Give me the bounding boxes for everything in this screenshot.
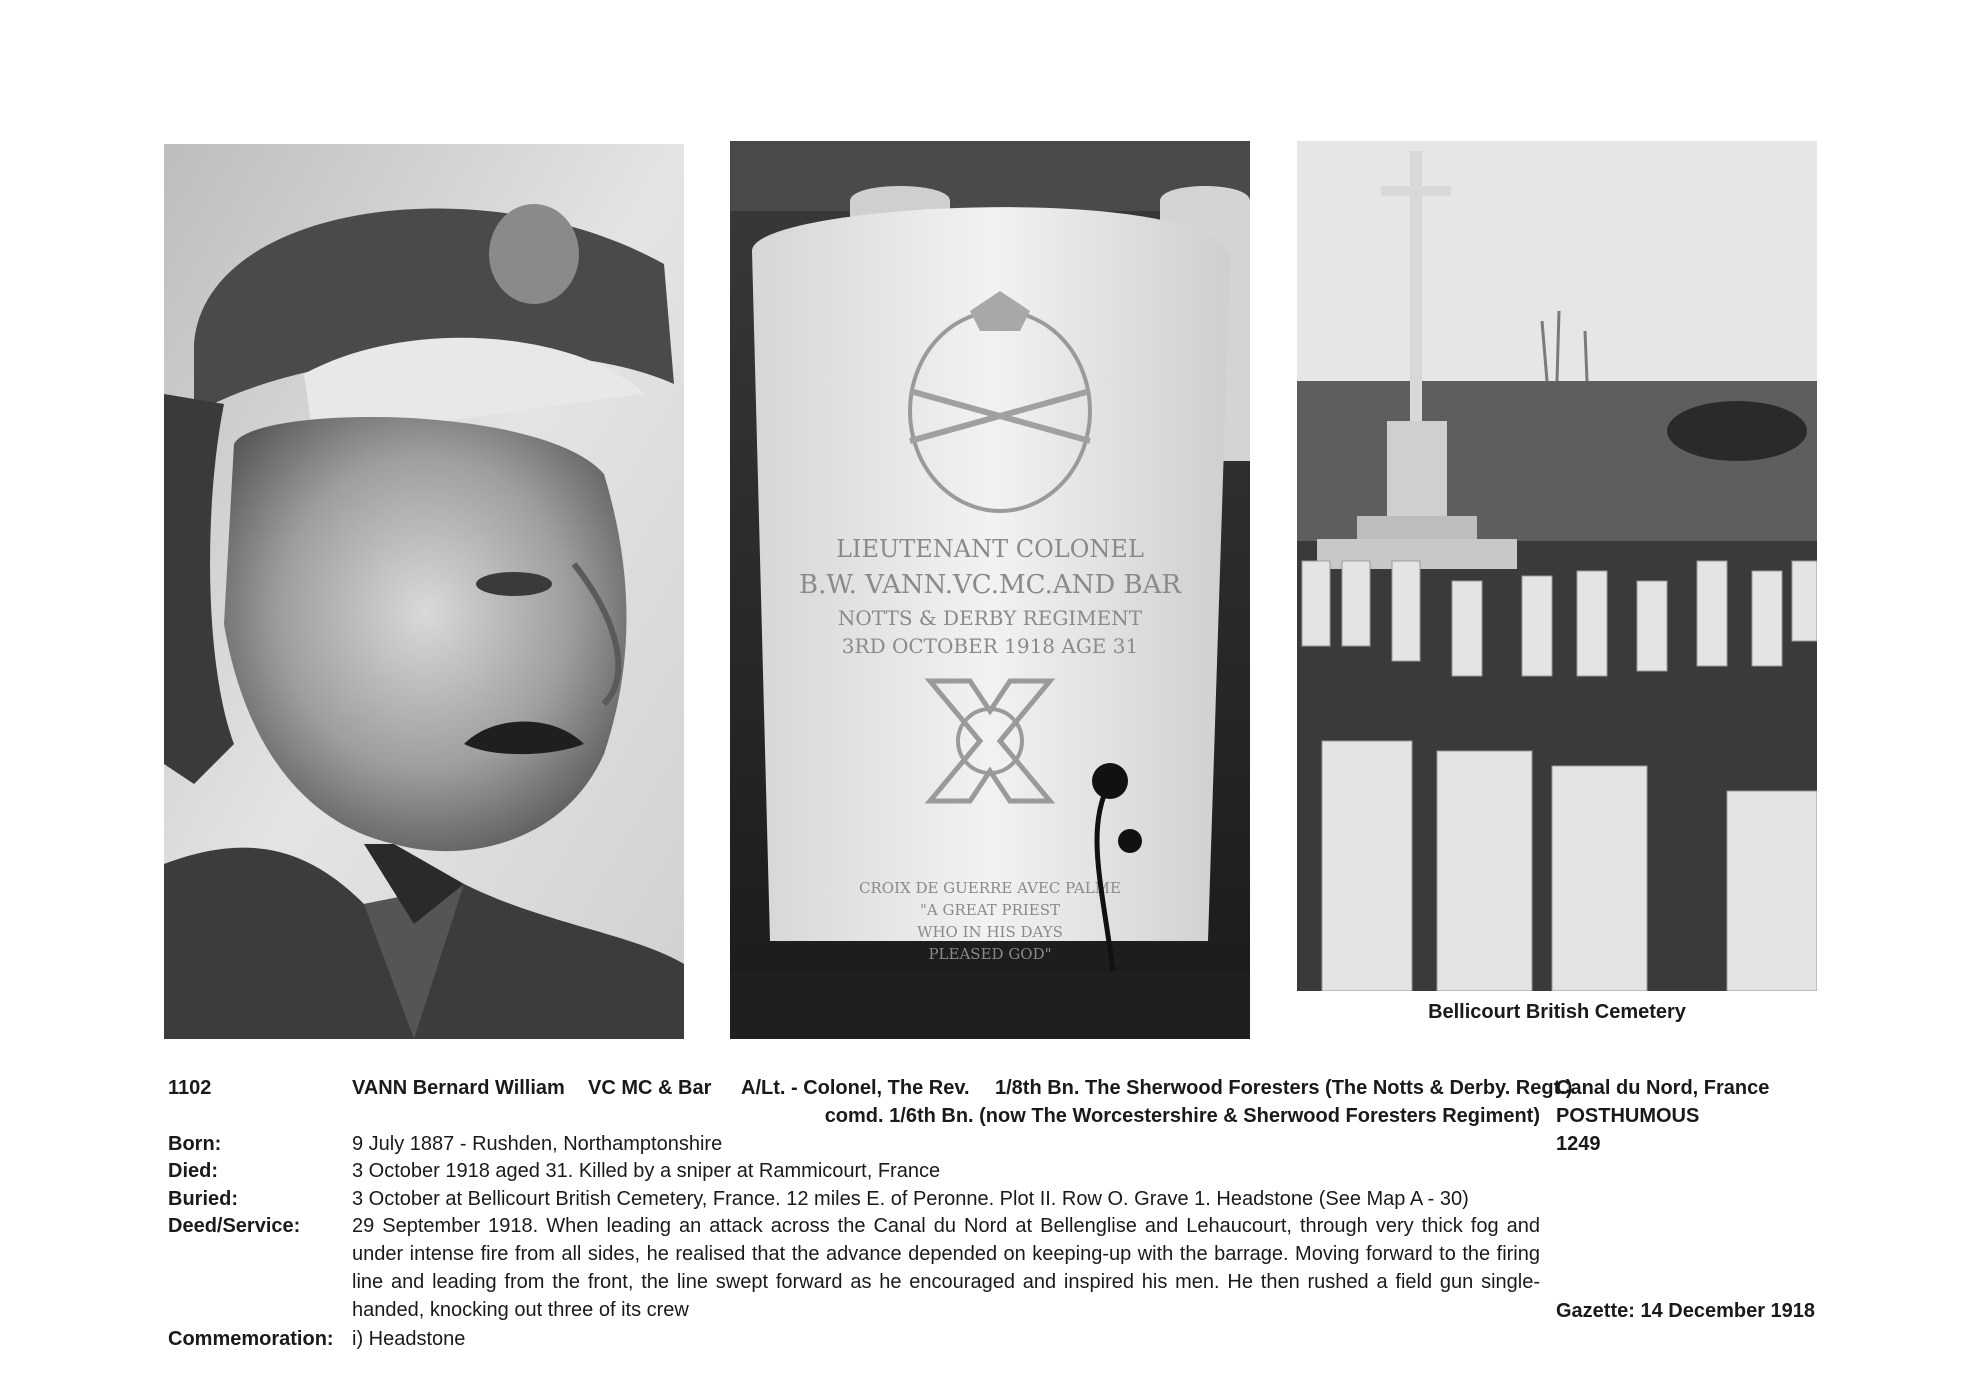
record-rank: A/Lt. - Colonel, The Rev. <box>741 1077 970 1099</box>
headstone-epitaph-2: WHO IN HIS DAYS <box>917 923 1063 941</box>
gazette-date: Gazette: 14 December 1918 <box>1556 1300 1816 1322</box>
headstone-epitaph-1: "A GREAT PRIEST <box>919 901 1061 919</box>
record-unit-line-2: comd. 1/6th Bn. (now The Worcestershire & Sherwood Foresters Regiment) <box>824 1105 1540 1127</box>
died-label: Died: <box>168 1160 218 1182</box>
headstone-epitaph-3: PLEASED GOD" <box>928 945 1052 963</box>
headstone-regiment: NOTTS & DERBY REGIMENT <box>837 606 1143 630</box>
headstone-date: 3RD OCTOBER 1918 AGE 31 <box>841 634 1139 658</box>
portrait-photo <box>164 144 684 1039</box>
commemoration-value: i) Headstone <box>352 1328 466 1350</box>
record-awards: VC MC & Bar <box>588 1077 712 1099</box>
buried-value: 3 October at Bellicourt British Cemetery, France. 12 miles E. of Peronne. Plot II. Row O. Grave 1. Headstone (See Map A - 30) <box>352 1188 1469 1210</box>
record-name: VANN Bernard William <box>352 1077 565 1099</box>
born-value: 9 July 1887 - Rushden, Northamptonshire <box>352 1133 723 1155</box>
commemoration-label: Commemoration: <box>168 1328 334 1350</box>
cemetery-caption: Bellicourt British Cemetery <box>1428 1001 1686 1023</box>
deed-label: Deed/Service: <box>168 1215 301 1237</box>
record-unit-line-1: 1/8th Bn. The Sherwood Foresters (The Notts & Derby. Regt.) <box>995 1077 1573 1099</box>
died-value: 3 October 1918 aged 31. Killed by a sniper at Rammicourt, France <box>352 1160 941 1182</box>
headstone-photo <box>730 141 1250 1039</box>
record-ref-number: 1249 <box>1556 1133 1601 1155</box>
headstone-rank: LIEUTENANT COLONEL <box>836 535 1144 563</box>
deed-text: 29 September 1918. When leading an attack across the Canal du Nord at Bellenglise and Lehaucourt, through very thick fog and under intense fire from all sides, he realised that the advance depended on keeping-up with the barrage. Moving forward to the firing line and leading from the front, the line swept forward as he encouraged and inspired his men. He then rushed a field gun single-handed, knocking out three of its crew <box>352 1215 1540 1321</box>
headstone-name: B.W. VANN.VC.MC.AND BAR <box>799 570 1181 600</box>
record-number: 1102 <box>168 1077 212 1099</box>
cemetery-photo <box>1297 141 1817 991</box>
record-location: Canal du Nord, France <box>1556 1077 1770 1099</box>
headstone-decoration: CROIX DE GUERRE AVEC PALME <box>859 879 1121 897</box>
record-status: POSTHUMOUS <box>1556 1105 1700 1127</box>
buried-label: Buried: <box>168 1188 238 1210</box>
born-label: Born: <box>168 1133 222 1155</box>
